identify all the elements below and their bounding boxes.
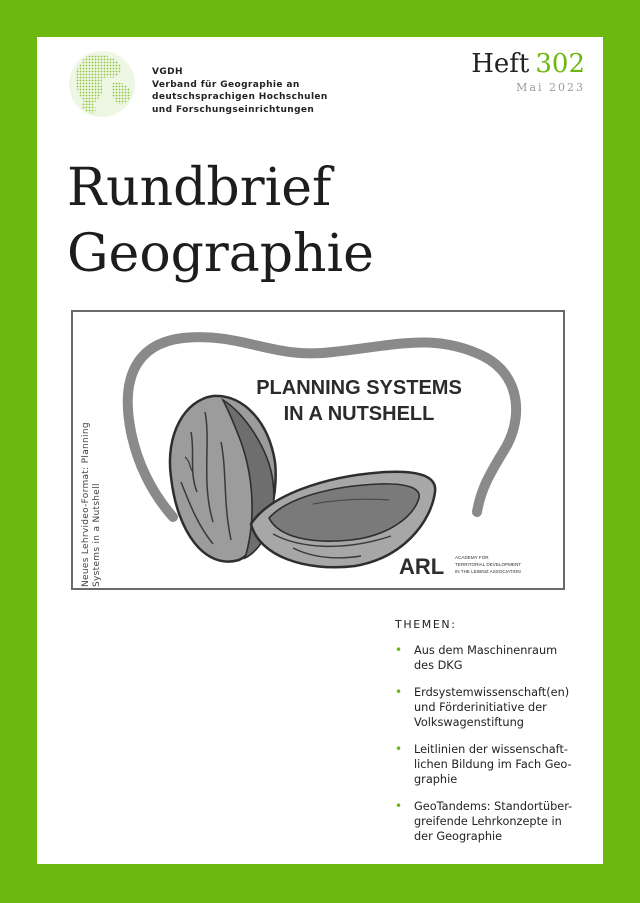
list-item [395, 685, 595, 730]
bullet-icon: • [395, 742, 403, 756]
org-line: Verband für Geographie an [152, 79, 300, 90]
headline-line: IN A NUTSHELL [283, 403, 435, 425]
topic-line: Erdsystemwissenschaft(en) [414, 686, 570, 699]
walnut-shell-right-icon [251, 472, 435, 568]
cover-page [37, 37, 603, 864]
topic-line: Aus dem Maschinenraum [414, 644, 558, 657]
topics-heading: THEMEN: [395, 618, 457, 631]
arl-logo-subline: IN THE LEIBNIZ ASSOCIATION [455, 569, 521, 574]
org-line: deutschsprachigen Hochschulen [152, 92, 328, 102]
org-line: VGDH [152, 67, 183, 77]
nutshell-illustration [73, 312, 565, 590]
topic-line: Volkswagenstiftung [414, 716, 524, 729]
arl-logo-text: ARL [399, 554, 445, 579]
bullet-icon: • [395, 799, 403, 813]
caption-line: Systems in a Nutshell [92, 483, 102, 587]
list-item [395, 742, 595, 787]
topic-line: des DKG [414, 659, 463, 672]
title-line: Rundbrief [67, 158, 332, 218]
image-caption [81, 407, 107, 587]
topic-line: lichen Bildung im Fach Geo- [414, 758, 572, 771]
arl-logo-subline: ACADEMY FOR [455, 555, 489, 560]
globe-logo-icon [67, 49, 137, 119]
issue-number: 302 [535, 49, 585, 79]
topic-line: graphie [414, 773, 458, 786]
list-item [395, 799, 595, 844]
cover-image [71, 310, 565, 590]
bullet-icon: • [395, 685, 403, 699]
bullet-icon: • [395, 643, 403, 657]
list-item [395, 643, 595, 673]
caption-line: Neues Lehrvideo-Format: Planning [81, 422, 91, 587]
issue-info [471, 49, 585, 94]
outline-swoosh-left [131, 432, 173, 517]
org-line: und Forschungseinrichtungen [152, 104, 315, 115]
issue-date: Mai 2023 [516, 81, 585, 94]
topics-list [395, 618, 595, 856]
issue-label: Heft [471, 49, 530, 79]
arl-logo-subline: TERRITORIAL DEVELOPMENT [455, 562, 522, 567]
topic-line: und Förderinitiative der [414, 701, 547, 714]
title-line: Geographie [67, 224, 374, 284]
topic-line: GeoTandems: Standortüber- [414, 800, 573, 813]
page-title [67, 155, 374, 287]
headline-line: PLANNING SYSTEMS [256, 377, 462, 399]
organization-name [152, 66, 328, 116]
topic-line: der Geographie [414, 830, 503, 843]
topic-line: greifende Lehrkonzepte in [414, 815, 562, 828]
topic-line: Leitlinien der wissenschaft- [414, 743, 568, 756]
